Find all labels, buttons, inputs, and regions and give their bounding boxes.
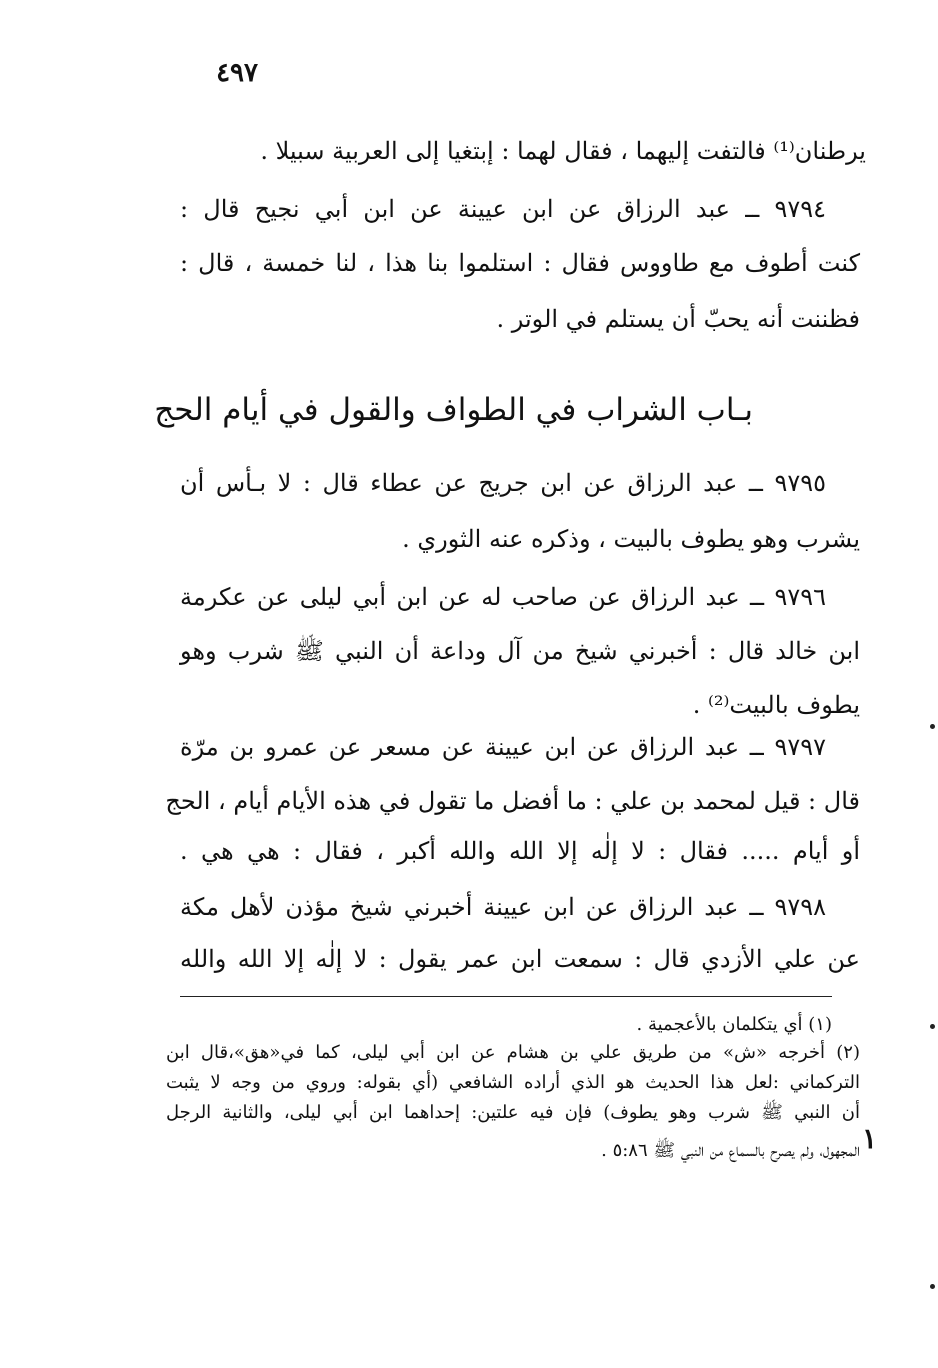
page-number: ٤٩٧	[216, 58, 258, 88]
text-line: كنت أطوف مع طاووس فقال : استلموا بنا هذا ، لنا خمسة ، قال :	[180, 249, 860, 277]
text-line: قال : قيل لمحمد بن علي : ما أفضل ما تقول في هذه الأيام أيام ، الحج	[165, 787, 860, 815]
text-line: أو أيام ..... فقال : لا إلٰه إلا الله والله أكبر ، فقال : هي هي .	[180, 837, 860, 865]
footnote-line: (١) أي يتكلمان بالأعجمية .	[636, 1014, 832, 1035]
scan-speck	[930, 724, 935, 729]
text-line: ٩٧٩٥ ــ عبد الرزاق عن ابن جريج عن عطاء قال : لا بـأس أن	[180, 469, 826, 497]
text-line: ابن خالد قال : أخبرني شيخ من آل وداعة أن النبي ﷺ شرب وهو	[180, 637, 860, 665]
margin-mark: ١	[862, 1122, 878, 1155]
footnote-line: المجهول، ولم يصرح بالسماع من النبي ﷺ ٥:٨٦ .	[601, 1140, 860, 1161]
scan-speck	[930, 1024, 935, 1029]
footnote-separator	[180, 996, 832, 997]
footnote-line: التركماني :لعل هذا الحديث هو الذي أراده الشافعي (أي بقوله: وروي من وجه لا يثبت	[166, 1072, 860, 1093]
text-line: ٩٧٩٦ ــ عبد الرزاق عن صاحب له عن ابن أبي ليلى عن عكرمة	[180, 583, 826, 611]
text-line: يرطنان⁽¹⁾ فالتفت إليهما ، فقال لهما : إبتغيا إلى العربية سبيلا .	[260, 137, 866, 165]
text-line: يشرب وهو يطوف بالبيت ، وذكره عنه الثوري .	[402, 525, 860, 553]
text-line: ٩٧٩٨ ــ عبد الرزاق عن ابن عيينة أخبرني شيخ مؤذن لأهل مكة	[180, 893, 826, 921]
text-line: فظننت أنه يحبّ أن يستلم في الوتر .	[496, 305, 860, 333]
text-line: ٩٧٩٧ ــ عبد الرزاق عن ابن عيينة عن مسعر عن عمرو بن مرّة	[180, 733, 826, 761]
text-line: عن علي الأزدي قال : سمعت ابن عمر يقول : لا إلٰه إلا الله والله	[180, 945, 860, 973]
text-line: يطوف بالبيت⁽²⁾ .	[692, 691, 860, 719]
scan-speck	[930, 1284, 935, 1289]
footnote-line: أن النبي ﷺ شرب وهو يطوف) فإن فيه علتين: إحداهما ابن أبي ليلى، والثانية الرجل	[166, 1102, 860, 1123]
text-line: ٩٧٩٤ ــ عبد الرزاق عن ابن عيينة عن ابن أبي نجيح قال :	[180, 195, 826, 223]
footnote-line: (٢) أخرجه «ش» من طريق علي بن هشام عن ابن أبي ليلى، كما في«هق»،قال ابن	[166, 1042, 860, 1063]
section-heading: بـاب الشراب في الطواف والقول في أيام الحج	[154, 392, 753, 428]
